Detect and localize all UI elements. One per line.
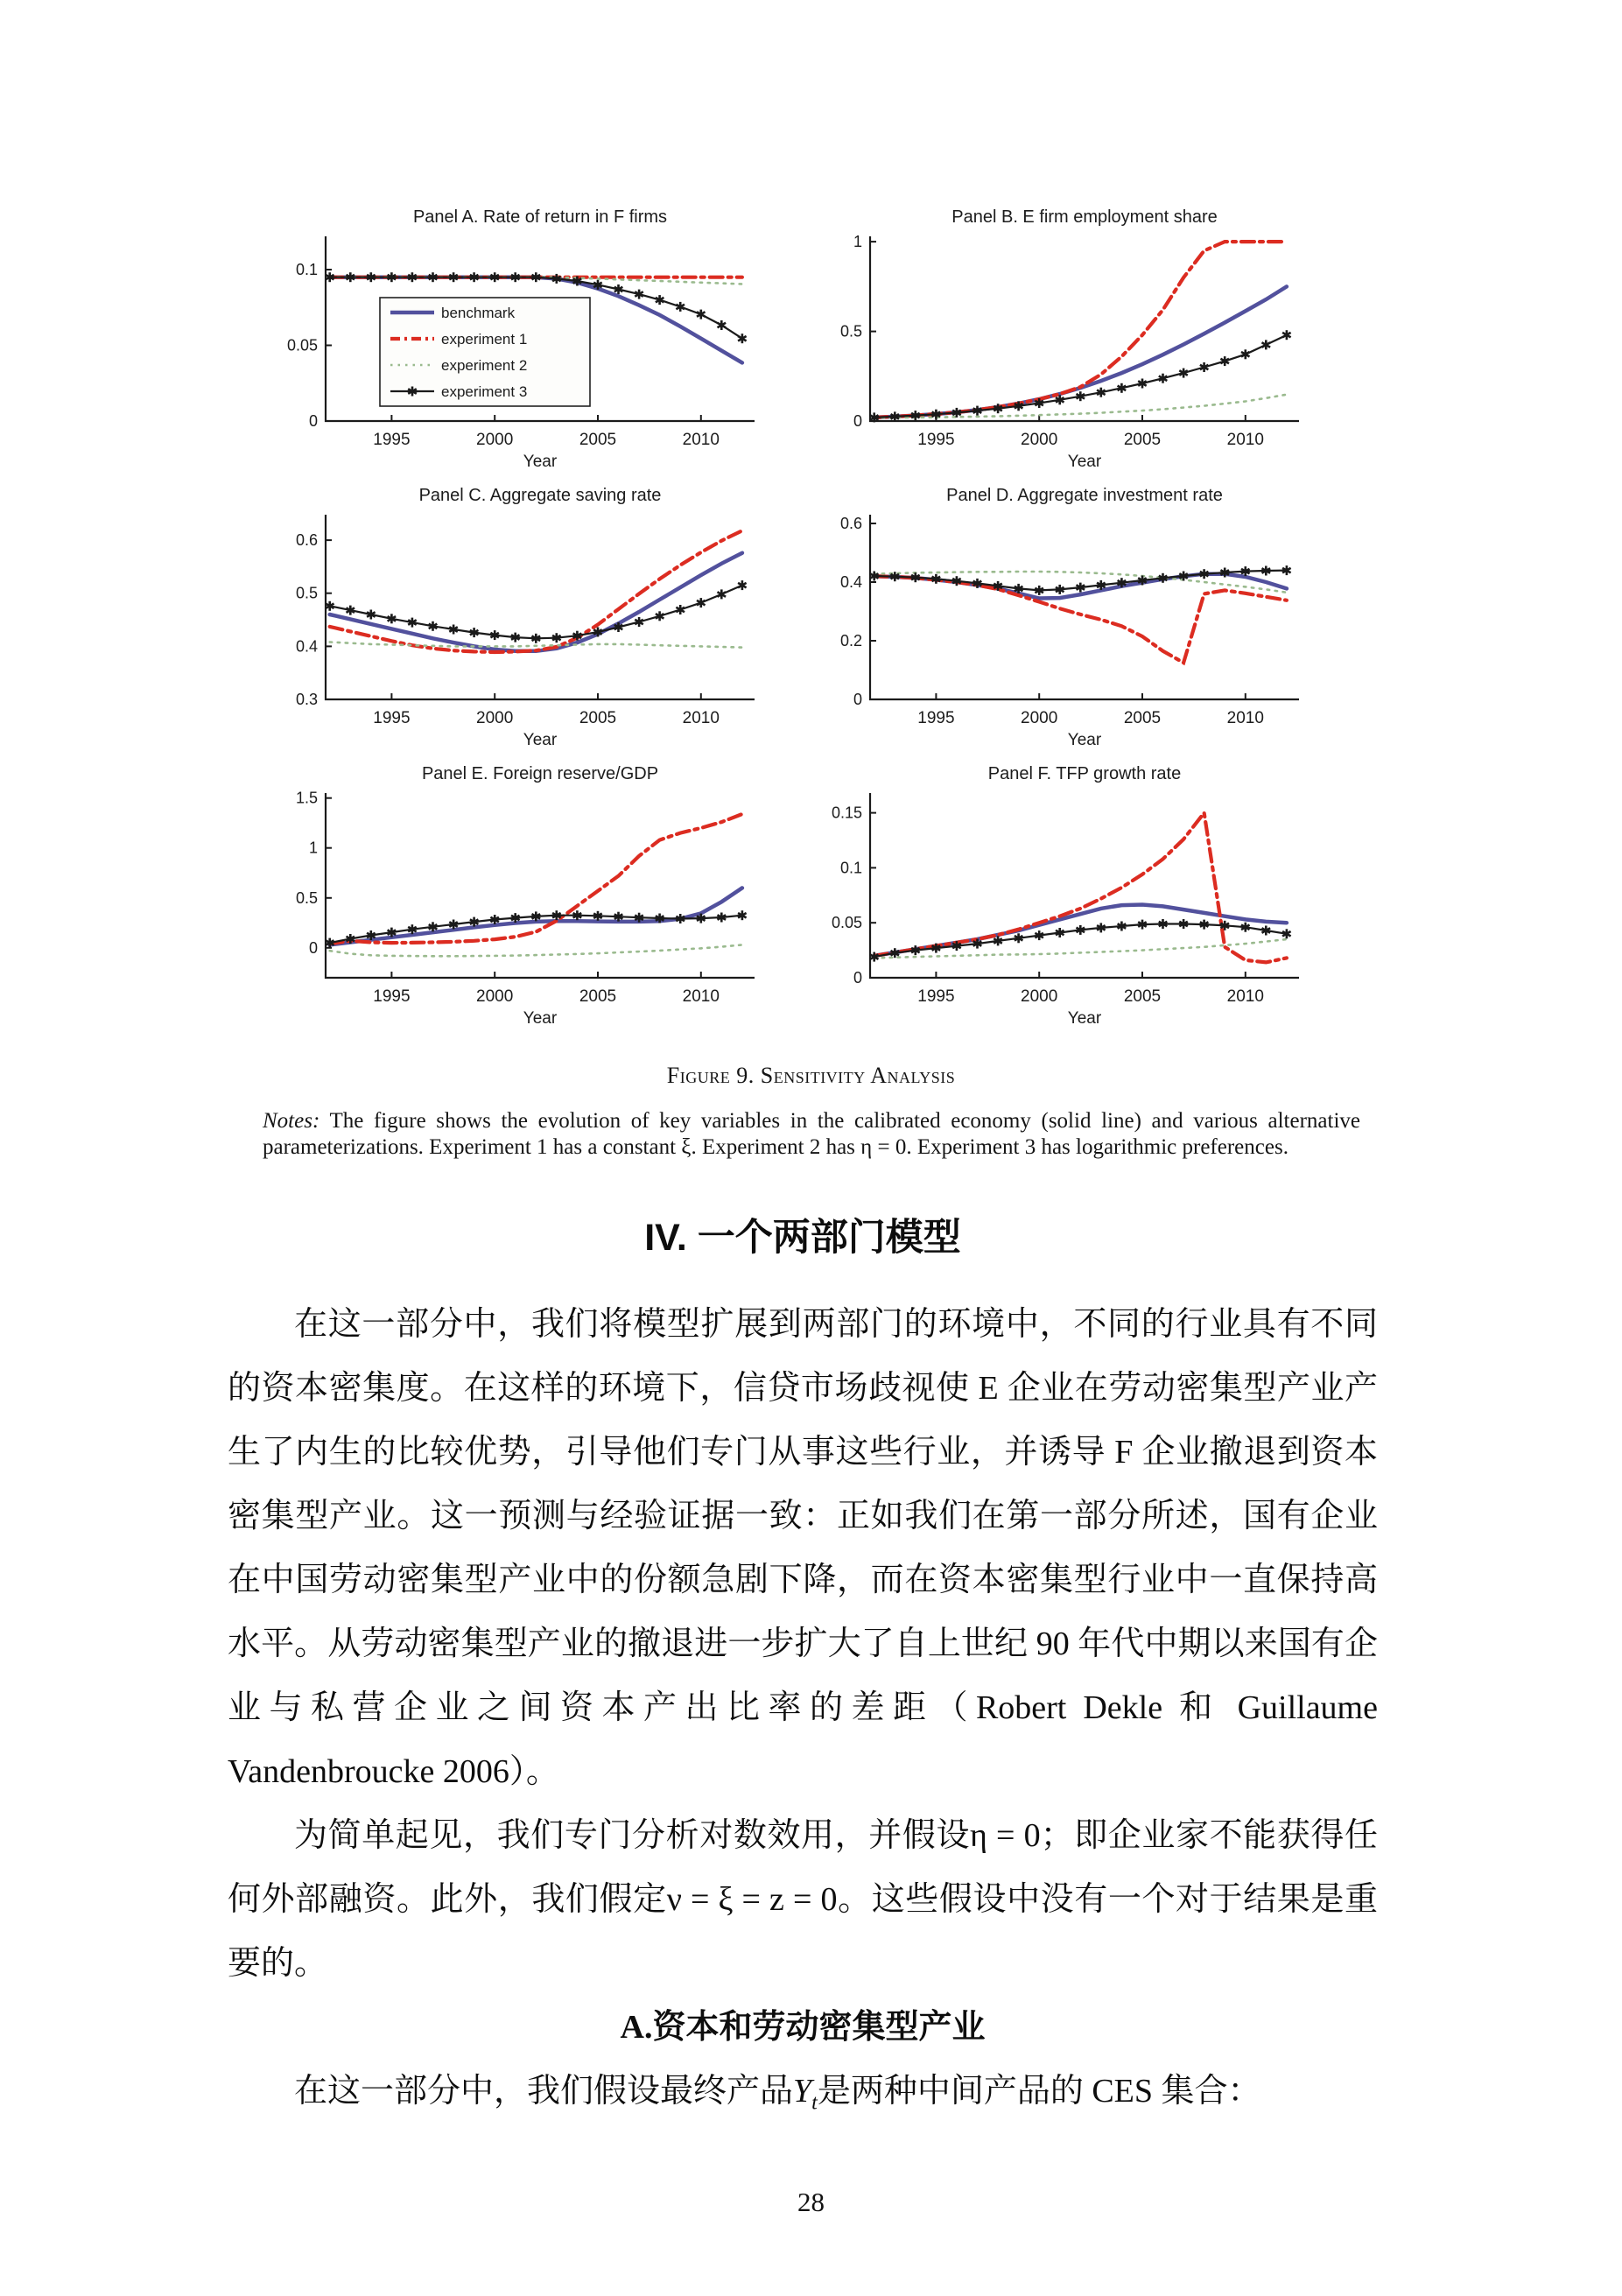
page-number: 28 (797, 2187, 825, 2217)
section-heading: IV. 一个两部门模型 (644, 1217, 961, 1259)
y-tick-label: 0 (308, 412, 318, 430)
x-tick-label: 2000 (476, 987, 514, 1006)
x-axis-label: Year (523, 731, 558, 749)
panel-title: Panel C. Aggregate saving rate (418, 486, 662, 505)
x-tick-label: 1995 (917, 987, 955, 1006)
series-line (330, 814, 742, 944)
x-tick-label: 2000 (1021, 709, 1058, 727)
x-tick-label: 2000 (476, 431, 514, 449)
paragraph-2: 为简单起见，我们专门分析对数效用，并假设η = 0；即企业家不能获得任何外部融资。此外，我们假定ν = ξ = z = 0。这些假设中没有一个对于结果是重要的。 (228, 1817, 1378, 1982)
series-experiment-1 (874, 242, 1287, 418)
series-experiment-1 (874, 813, 1287, 963)
series-experiment-3 (870, 919, 1291, 962)
panel-c-chart (245, 478, 770, 754)
panel-d-chart (790, 478, 1315, 754)
series-line (874, 242, 1287, 418)
panel-f-chart (790, 756, 1315, 1032)
y-tick-label: 0.05 (286, 336, 318, 355)
panel-title: Panel E. Foreign reserve/GDP (421, 764, 659, 783)
y-tick-label: 0 (853, 412, 862, 430)
subsection-heading: A.资本和劳动密集型产业 (620, 2009, 986, 2046)
y-tick-label: 0.3 (295, 691, 318, 708)
panel-a-chart (245, 200, 770, 475)
panel-e-chart (245, 756, 770, 1032)
y-tick-label: 0 (308, 938, 318, 957)
series-line (874, 335, 1287, 418)
chart-grid (245, 200, 1339, 1035)
x-tick-label: 2005 (579, 987, 617, 1006)
paragraph-3 (228, 2060, 1378, 2124)
series-line (330, 944, 742, 956)
x-tick-label: 2010 (682, 987, 720, 1006)
y-tick-label: 1.5 (295, 789, 318, 807)
y-tick-label: 0.4 (839, 573, 862, 591)
y-tick-label: 0.15 (831, 804, 862, 822)
y-tick-label: 0.5 (295, 584, 318, 602)
x-axis-label: Year (1067, 1009, 1102, 1028)
legend-label: experiment 2 (441, 357, 528, 374)
series-experiment-2 (330, 944, 742, 956)
y-tick-label: 1 (853, 233, 862, 251)
x-tick-label: 2010 (1226, 431, 1264, 449)
paragraph-1: 在这一部分中，我们将模型扩展到两部门的环境中，不同的行业具有不同的资本密集度。在这样的环境下，信贷市场歧视使 E 企业在劳动密集型产业产生了内生的比较优势，引导他们专门从事这些行业，并诱导 F 企业撤退到资本密集型产业。这一预测与经验证据一致：正如我们在第一部分所述，国有企业在中国劳动密集型产业中的份额急剧下降，而在资本密集型行业中一直保持高水平。从劳动密集型产业的撤退进一步扩大了自上世纪 90 年代中期以来国有企业与私营企业之间资本产出比率的差距（Robert Dekle 和 Guillaume Vandenbroucke 2006）。 (228, 1306, 1378, 1790)
y-tick-label: 0.5 (839, 322, 862, 341)
notes-label: Notes: (263, 1109, 320, 1133)
axes (870, 236, 1299, 421)
x-tick-label: 2005 (579, 431, 617, 449)
x-axis-label: Year (523, 453, 558, 471)
x-tick-label: 2005 (579, 709, 617, 727)
figure-notes (263, 1108, 1360, 1161)
notes-text: The figure shows the evolution of key variables in the calibrated economy (solid line) and various alternative parameterizations. Experiment 1 has a constant ξ. Experiment 2 has η = 0. Experiment 3 has logarithmic preferences. (263, 1109, 1360, 1159)
panel-b-chart (790, 200, 1315, 475)
x-tick-label: 1995 (373, 709, 411, 727)
x-tick-label: 2005 (1123, 431, 1162, 449)
series-line (874, 813, 1287, 963)
y-tick-label: 0.2 (839, 632, 862, 649)
panel-title: Panel B. E firm employment share (951, 207, 1218, 227)
axes (870, 515, 1299, 699)
y-tick-label: 0.6 (295, 531, 318, 550)
panel-title: Panel F. TFP growth rate (987, 764, 1182, 783)
legend (380, 298, 590, 406)
x-tick-label: 2010 (1226, 709, 1264, 727)
y-tick-label: 0.1 (839, 859, 862, 877)
legend-label: experiment 3 (441, 383, 528, 400)
x-tick-label: 2000 (1021, 431, 1058, 449)
y-tick-label: 0 (853, 969, 862, 987)
paragraph-3-text: 在这一部分中，我们假设最终产品 (294, 2073, 794, 2110)
x-tick-label: 1995 (373, 987, 411, 1006)
series-experiment-3 (870, 330, 1291, 422)
y-tick-label: 1 (308, 839, 318, 857)
panel-title: Panel D. Aggregate investment rate (946, 486, 1223, 505)
y-tick-label: 0 (853, 691, 862, 708)
panel-title: Panel A. Rate of return in F firms (412, 207, 668, 227)
math-symbol-y: Y (793, 2073, 812, 2110)
figure-caption: Figure 9. Sensitivity Analysis (666, 1063, 956, 1088)
x-tick-label: 2000 (476, 709, 514, 727)
x-tick-label: 1995 (917, 709, 955, 727)
x-tick-label: 2010 (682, 709, 720, 727)
y-tick-label: 0.6 (839, 515, 862, 532)
x-tick-label: 2010 (682, 431, 720, 449)
section-iv (228, 1212, 1378, 2124)
y-tick-label: 0.05 (831, 914, 862, 932)
x-tick-label: 1995 (373, 431, 411, 449)
math-subscript-t: t (811, 2091, 818, 2115)
x-tick-label: 2010 (1226, 987, 1264, 1006)
y-tick-label: 0.5 (295, 888, 318, 907)
paragraph-3-text-after: 是两种中间产品的 CES 集合： (817, 2073, 1261, 2110)
x-tick-label: 2000 (1021, 987, 1058, 1006)
x-tick-label: 1995 (917, 431, 955, 449)
legend-label: benchmark (441, 305, 516, 321)
series-experiment-1 (330, 814, 742, 944)
y-tick-label: 0.1 (295, 261, 318, 278)
x-tick-label: 2005 (1123, 709, 1162, 727)
axes (326, 793, 755, 978)
x-axis-label: Year (1067, 731, 1102, 749)
series-experiment-3 (326, 580, 747, 643)
x-tick-label: 2005 (1123, 987, 1162, 1006)
y-tick-label: 0.4 (295, 637, 318, 656)
x-axis-label: Year (523, 1009, 558, 1028)
legend-label: experiment 1 (441, 331, 528, 348)
x-axis-label: Year (1067, 453, 1102, 471)
